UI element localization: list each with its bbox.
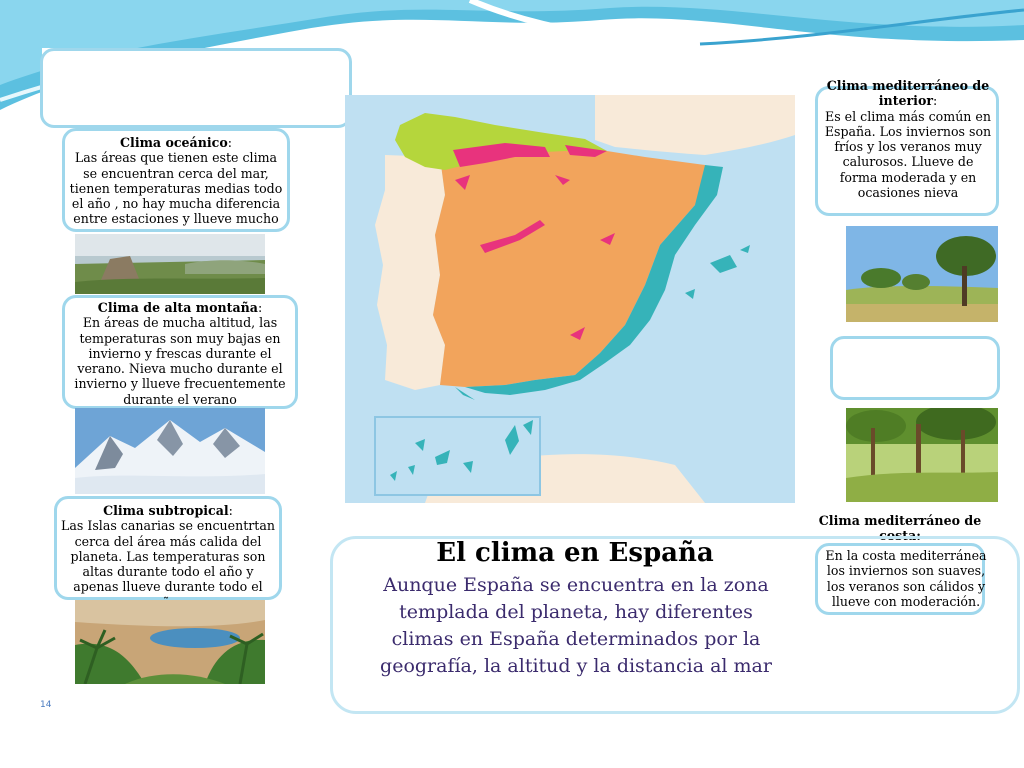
- spain-climate-map: [345, 95, 795, 503]
- pine-forest-photo: [846, 408, 998, 502]
- interior-climate-separator: :: [932, 93, 938, 109]
- interior-climate-description: Es el clima más común en España. Los inviernos son fríos y los veranos muy calurosos. Llueve de forma moderada y en ocasiones nieva: [824, 108, 992, 201]
- oceanic-climate-name: Clima oceánico: [120, 135, 228, 150]
- page-number: 14: [40, 700, 52, 710]
- mountain-climate-name: Clima de alta montaña: [97, 300, 258, 315]
- subtropical-landscape-photo: [75, 600, 265, 684]
- empty-title-box: [40, 48, 352, 128]
- coast-climate-description: En la costa mediterránea los inviernos son suaves, los veranos son cálidos y llueve con moderación.: [825, 548, 987, 609]
- coast-climate-name: Clima mediterráneo de costa:: [818, 513, 982, 544]
- slide-title: El clima en España: [436, 538, 714, 568]
- oceanic-landscape-photo: [75, 234, 265, 294]
- mountain-landscape-photo: [75, 408, 265, 494]
- interior-climate-text: [822, 78, 994, 200]
- subtropical-climate-name: Clima subtropical: [103, 503, 229, 518]
- interior-climate-name: Clima mediterráneo de interior: [826, 78, 990, 109]
- oceanic-climate-description: Las áreas que tienen este clima se encuentran cerca del mar, tienen temperaturas medias todo el año , no hay mucha diferencia entre estaciones y llueve mucho: [69, 150, 283, 227]
- oceanic-climate-text: [68, 135, 284, 227]
- subtropical-climate-separator: :: [228, 503, 233, 518]
- oceanic-climate-separator: :: [227, 135, 232, 150]
- mountain-climate-separator: :: [257, 300, 263, 315]
- mountain-climate-text: [68, 300, 292, 407]
- subtropical-climate-text: [60, 503, 276, 610]
- mountain-climate-description: En áreas de mucha altitud, las temperaturas son muy bajas en invierno y frescas durante el verano. Nieva mucho durante el invierno y llueve frecuentemente durante el verano: [74, 315, 286, 407]
- subtropical-climate-description: Las Islas canarias se encuentrtan cerca del área más calida del planeta. Las temperaturas son altas durante todo el año y apenas llueve durante todo el: [61, 518, 275, 595]
- slide-subtitle: Aunque España se encuentra en la zona templada del planeta, hay diferentes climas en España determinados por la geografía, la altitud y la distancia al mar: [380, 574, 772, 677]
- empty-right-box: [830, 336, 1000, 400]
- interior-landscape-photo: [846, 226, 998, 322]
